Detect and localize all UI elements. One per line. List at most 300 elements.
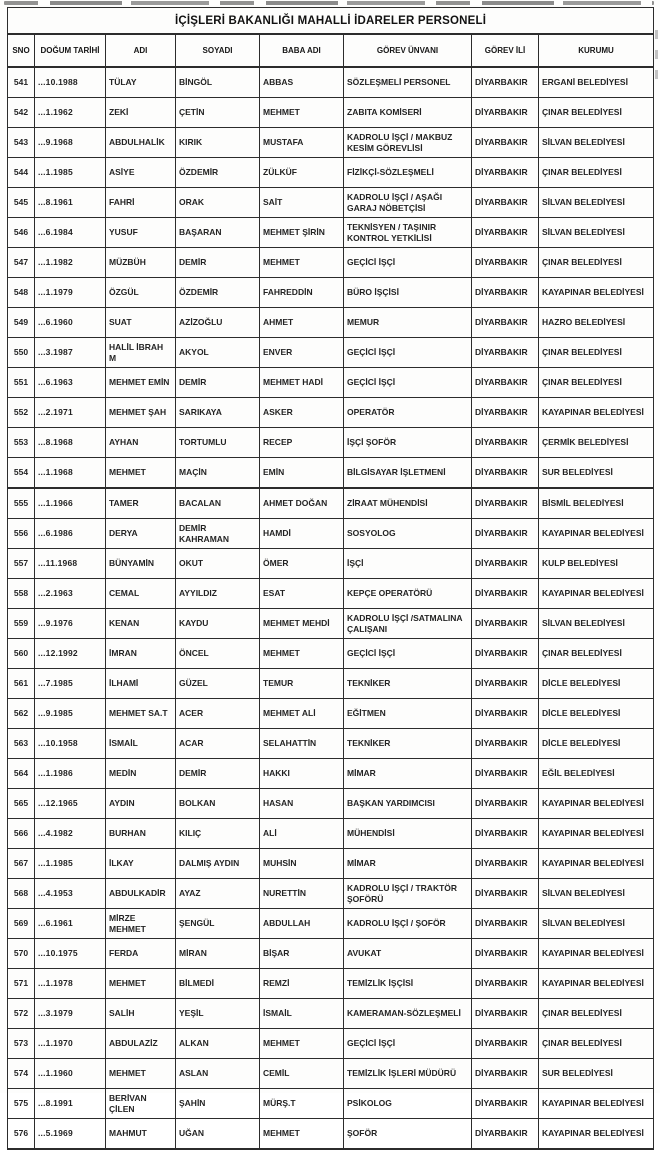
cell-kurumu: DİCLE BELEDİYESİ xyxy=(539,699,654,729)
cell-dogum-tarihi: ...1.1978 xyxy=(35,969,106,999)
cell-gorev-ili: DİYARBAKIR xyxy=(472,819,539,849)
cell-gorev-ili: DİYARBAKIR xyxy=(472,458,539,489)
cell-gorev-ili: DİYARBAKIR xyxy=(472,1119,539,1150)
cell-gorev-unvani: İŞÇİ xyxy=(344,549,472,579)
cell-soyadi: BACALAN xyxy=(176,488,260,519)
cell-dogum-tarihi: ...6.1984 xyxy=(35,218,106,248)
cell-sno: 575 xyxy=(8,1089,35,1119)
cell-kurumu: ÇERMİK BELEDİYESİ xyxy=(539,428,654,458)
cell-kurumu: ÇINAR BELEDİYESİ xyxy=(539,158,654,188)
cell-gorev-unvani: ŞOFÖR xyxy=(344,1119,472,1150)
cell-baba-adi: MEHMET HADİ xyxy=(260,368,344,398)
cell-gorev-unvani: KADROLU İŞÇİ / MAKBUZ KESİM GÖREVLİSİ xyxy=(344,128,472,158)
cell-gorev-ili: DİYARBAKIR xyxy=(472,398,539,428)
cell-adi: AYHAN xyxy=(106,428,176,458)
cell-soyadi: ASLAN xyxy=(176,1059,260,1089)
cell-kurumu: KAYAPINAR BELEDİYESİ xyxy=(539,579,654,609)
cell-sno: 560 xyxy=(8,639,35,669)
cell-gorev-ili: DİYARBAKIR xyxy=(472,639,539,669)
cell-dogum-tarihi: ...1.1985 xyxy=(35,158,106,188)
cell-sno: 558 xyxy=(8,579,35,609)
cell-kurumu: KAYAPINAR BELEDİYESİ xyxy=(539,789,654,819)
cell-dogum-tarihi: ...1.1986 xyxy=(35,759,106,789)
cell-soyadi: ŞENGÜL xyxy=(176,909,260,939)
cell-gorev-unvani: SÖZLEŞMELİ PERSONEL xyxy=(344,67,472,98)
cell-gorev-unvani: GEÇİCİ İŞÇİ xyxy=(344,338,472,368)
cell-baba-adi: BİŞAR xyxy=(260,939,344,969)
table-body xyxy=(8,67,654,1149)
cell-adi: MEDİN xyxy=(106,759,176,789)
cell-kurumu: KAYAPINAR BELEDİYESİ xyxy=(539,1119,654,1150)
cell-soyadi: DEMİR xyxy=(176,368,260,398)
cell-kurumu: SİLVAN BELEDİYESİ xyxy=(539,909,654,939)
cell-kurumu: EĞİL BELEDİYESİ xyxy=(539,759,654,789)
cell-sno: 545 xyxy=(8,188,35,218)
cell-baba-adi: İSMAİL xyxy=(260,999,344,1029)
cell-baba-adi: HAKKI xyxy=(260,759,344,789)
cell-kurumu: KAYAPINAR BELEDİYESİ xyxy=(539,519,654,549)
cell-baba-adi: MEHMET MEHDİ xyxy=(260,609,344,639)
cell-gorev-unvani: PSİKOLOG xyxy=(344,1089,472,1119)
cell-kurumu: SUR BELEDİYESİ xyxy=(539,1059,654,1089)
cell-adi: AYDIN xyxy=(106,789,176,819)
cell-soyadi: DEMİR xyxy=(176,248,260,278)
cell-dogum-tarihi: ...4.1953 xyxy=(35,879,106,909)
cell-adi: TAMER xyxy=(106,488,176,519)
cell-sno: 572 xyxy=(8,999,35,1029)
column-header-row xyxy=(8,34,654,67)
cell-gorev-unvani: İŞÇİ ŞOFÖR xyxy=(344,428,472,458)
cell-adi: ABDULKADİR xyxy=(106,879,176,909)
cell-baba-adi: TEMUR xyxy=(260,669,344,699)
cell-kurumu: ÇINAR BELEDİYESİ xyxy=(539,248,654,278)
cell-soyadi: ÇETİN xyxy=(176,98,260,128)
cell-baba-adi: MEHMET xyxy=(260,639,344,669)
cell-gorev-unvani: ZİRAAT MÜHENDİSİ xyxy=(344,488,472,519)
table-row xyxy=(8,819,654,849)
cell-dogum-tarihi: ...1.1960 xyxy=(35,1059,106,1089)
cell-soyadi: BİNGÖL xyxy=(176,67,260,98)
cell-gorev-ili: DİYARBAKIR xyxy=(472,849,539,879)
cell-baba-adi: MUHSİN xyxy=(260,849,344,879)
cell-gorev-ili: DİYARBAKIR xyxy=(472,999,539,1029)
column-header-sno: SNO xyxy=(8,34,35,67)
cell-adi: İMRAN xyxy=(106,639,176,669)
cell-adi: BURHAN xyxy=(106,819,176,849)
table-row xyxy=(8,67,654,98)
column-header-baba-adi: BABA ADI xyxy=(260,34,344,67)
cell-adi: MEHMET EMİN xyxy=(106,368,176,398)
cell-sno: 542 xyxy=(8,98,35,128)
cell-sno: 551 xyxy=(8,368,35,398)
cell-dogum-tarihi: ...5.1969 xyxy=(35,1119,106,1150)
column-header-gorev-unvani: GÖREV ÜNVANI xyxy=(344,34,472,67)
cell-adi: MEHMET xyxy=(106,969,176,999)
cell-dogum-tarihi: ...1.1979 xyxy=(35,278,106,308)
cell-gorev-unvani: MİMAR xyxy=(344,849,472,879)
table-row xyxy=(8,278,654,308)
cell-dogum-tarihi: ...4.1982 xyxy=(35,819,106,849)
table-row xyxy=(8,218,654,248)
cell-gorev-ili: DİYARBAKIR xyxy=(472,579,539,609)
cell-dogum-tarihi: ...9.1968 xyxy=(35,128,106,158)
cell-kurumu: KAYAPINAR BELEDİYESİ xyxy=(539,819,654,849)
table-row xyxy=(8,549,654,579)
cell-gorev-ili: DİYARBAKIR xyxy=(472,128,539,158)
cell-soyadi: TORTUMLU xyxy=(176,428,260,458)
table-row xyxy=(8,639,654,669)
cell-baba-adi: MUSTAFA xyxy=(260,128,344,158)
table-row xyxy=(8,669,654,699)
cell-baba-adi: ÖMER xyxy=(260,549,344,579)
cell-gorev-ili: DİYARBAKIR xyxy=(472,488,539,519)
cell-kurumu: KULP BELEDİYESİ xyxy=(539,549,654,579)
cell-sno: 568 xyxy=(8,879,35,909)
cell-gorev-ili: DİYARBAKIR xyxy=(472,98,539,128)
table-row xyxy=(8,759,654,789)
table-row xyxy=(8,999,654,1029)
cell-gorev-ili: DİYARBAKIR xyxy=(472,549,539,579)
cell-gorev-ili: DİYARBAKIR xyxy=(472,519,539,549)
cell-sno: 563 xyxy=(8,729,35,759)
cell-adi: BÜNYAMİN xyxy=(106,549,176,579)
cell-soyadi: BİLMEDİ xyxy=(176,969,260,999)
cell-adi: ÖZGÜL xyxy=(106,278,176,308)
cell-dogum-tarihi: ...1.1966 xyxy=(35,488,106,519)
cell-adi: SALİH xyxy=(106,999,176,1029)
cell-gorev-ili: DİYARBAKIR xyxy=(472,428,539,458)
cell-adi: ZEKİ xyxy=(106,98,176,128)
cell-gorev-ili: DİYARBAKIR xyxy=(472,669,539,699)
column-header-soyadi: SOYADI xyxy=(176,34,260,67)
cell-gorev-unvani: KADROLU İŞÇİ /SATMALINA ÇALIŞANI xyxy=(344,609,472,639)
cell-gorev-ili: DİYARBAKIR xyxy=(472,909,539,939)
cell-dogum-tarihi: ...8.1968 xyxy=(35,428,106,458)
cell-baba-adi: MEHMET ŞİRİN xyxy=(260,218,344,248)
cell-soyadi: DALMIŞ AYDIN xyxy=(176,849,260,879)
cell-dogum-tarihi: ...3.1979 xyxy=(35,999,106,1029)
table-row xyxy=(8,729,654,759)
cell-baba-adi: MEHMET xyxy=(260,1029,344,1059)
column-header-gorev-ili: GÖREV İLİ xyxy=(472,34,539,67)
cell-baba-adi: HASAN xyxy=(260,789,344,819)
cell-soyadi: ŞAHİN xyxy=(176,1089,260,1119)
cell-soyadi: MİRAN xyxy=(176,939,260,969)
cell-adi: HALİL İBRAH M xyxy=(106,338,176,368)
cell-baba-adi: ASKER xyxy=(260,398,344,428)
cell-gorev-ili: DİYARBAKIR xyxy=(472,789,539,819)
table-row xyxy=(8,458,654,489)
cell-dogum-tarihi: ...2.1963 xyxy=(35,579,106,609)
cell-gorev-ili: DİYARBAKIR xyxy=(472,158,539,188)
cell-gorev-unvani: MÜHENDİSİ xyxy=(344,819,472,849)
cell-kurumu: ERGANİ BELEDİYESİ xyxy=(539,67,654,98)
table-row xyxy=(8,158,654,188)
cell-gorev-ili: DİYARBAKIR xyxy=(472,67,539,98)
cell-adi: FAHRİ xyxy=(106,188,176,218)
cell-baba-adi: MEHMET xyxy=(260,248,344,278)
cell-kurumu: KAYAPINAR BELEDİYESİ xyxy=(539,849,654,879)
cell-baba-adi: MEHMET ALİ xyxy=(260,699,344,729)
cell-adi: İLKAY xyxy=(106,849,176,879)
cell-adi: SUAT xyxy=(106,308,176,338)
cell-gorev-ili: DİYARBAKIR xyxy=(472,188,539,218)
cell-dogum-tarihi: ...10.1958 xyxy=(35,729,106,759)
cell-sno: 576 xyxy=(8,1119,35,1150)
cell-adi: MEHMET ŞAH xyxy=(106,398,176,428)
cell-baba-adi: ALİ xyxy=(260,819,344,849)
cell-sno: 552 xyxy=(8,398,35,428)
cell-adi: CEMAL xyxy=(106,579,176,609)
table-row xyxy=(8,609,654,639)
cell-kurumu: KAYAPINAR BELEDİYESİ xyxy=(539,939,654,969)
cell-sno: 555 xyxy=(8,488,35,519)
cell-gorev-ili: DİYARBAKIR xyxy=(472,729,539,759)
cell-soyadi: ALKAN xyxy=(176,1029,260,1059)
cell-sno: 573 xyxy=(8,1029,35,1059)
cell-soyadi: AYAZ xyxy=(176,879,260,909)
cell-dogum-tarihi: ...11.1968 xyxy=(35,549,106,579)
cell-dogum-tarihi: ...10.1975 xyxy=(35,939,106,969)
cell-dogum-tarihi: ...3.1987 xyxy=(35,338,106,368)
cell-gorev-unvani: TEKNİSYEN / TAŞINIR KONTROL YETKİLİSİ xyxy=(344,218,472,248)
cell-kurumu: SİLVAN BELEDİYESİ xyxy=(539,609,654,639)
cell-soyadi: AKYOL xyxy=(176,338,260,368)
cell-gorev-ili: DİYARBAKIR xyxy=(472,338,539,368)
cell-kurumu: SUR BELEDİYESİ xyxy=(539,458,654,489)
cell-sno: 547 xyxy=(8,248,35,278)
cell-soyadi: ÖNCEL xyxy=(176,639,260,669)
cell-gorev-unvani: GEÇİCİ İŞÇİ xyxy=(344,368,472,398)
cell-baba-adi: HAMDİ xyxy=(260,519,344,549)
table-row xyxy=(8,368,654,398)
column-header-adi: ADI xyxy=(106,34,176,67)
cell-adi: BERİVAN ÇİLEN xyxy=(106,1089,176,1119)
cell-gorev-unvani: BÜRO İŞÇİSİ xyxy=(344,278,472,308)
table-row xyxy=(8,338,654,368)
table-row xyxy=(8,128,654,158)
cell-baba-adi: AHMET xyxy=(260,308,344,338)
cell-kurumu: ÇINAR BELEDİYESİ xyxy=(539,1029,654,1059)
column-header-dogum-tarihi: DOĞUM TARİHİ xyxy=(35,34,106,67)
cell-adi: ABDULAZİZ xyxy=(106,1029,176,1059)
cell-dogum-tarihi: ...8.1991 xyxy=(35,1089,106,1119)
cell-kurumu: KAYAPINAR BELEDİYESİ xyxy=(539,1089,654,1119)
cell-sno: 548 xyxy=(8,278,35,308)
cell-baba-adi: MEHMET xyxy=(260,1119,344,1150)
cell-kurumu: SİLVAN BELEDİYESİ xyxy=(539,188,654,218)
cell-gorev-unvani: GEÇİCİ İŞÇİ xyxy=(344,248,472,278)
table-row xyxy=(8,789,654,819)
cell-adi: KENAN xyxy=(106,609,176,639)
cell-gorev-ili: DİYARBAKIR xyxy=(472,308,539,338)
cell-gorev-unvani: TEKNİKER xyxy=(344,729,472,759)
cell-adi: DERYA xyxy=(106,519,176,549)
cell-soyadi: UĞAN xyxy=(176,1119,260,1150)
cell-gorev-unvani: FİZİKÇİ-SÖZLEŞMELİ xyxy=(344,158,472,188)
cell-baba-adi: MÜRŞ.T xyxy=(260,1089,344,1119)
cell-kurumu: ÇINAR BELEDİYESİ xyxy=(539,999,654,1029)
cell-adi: MAHMUT xyxy=(106,1119,176,1150)
cell-sno: 564 xyxy=(8,759,35,789)
cell-gorev-unvani: TEMİZLİK İŞÇİSİ xyxy=(344,969,472,999)
cell-soyadi: BAŞARAN xyxy=(176,218,260,248)
cell-gorev-ili: DİYARBAKIR xyxy=(472,699,539,729)
cell-gorev-unvani: TEMİZLİK İŞLERİ MÜDÜRÜ xyxy=(344,1059,472,1089)
cell-gorev-unvani: AVUKAT xyxy=(344,939,472,969)
cell-gorev-ili: DİYARBAKIR xyxy=(472,609,539,639)
cell-baba-adi: MEHMET xyxy=(260,98,344,128)
cell-sno: 571 xyxy=(8,969,35,999)
cell-soyadi: ACER xyxy=(176,699,260,729)
table-row xyxy=(8,1029,654,1059)
cell-dogum-tarihi: ...1.1982 xyxy=(35,248,106,278)
table-row xyxy=(8,579,654,609)
table-row xyxy=(8,1089,654,1119)
cell-gorev-ili: DİYARBAKIR xyxy=(472,939,539,969)
cell-baba-adi: ABDULLAH xyxy=(260,909,344,939)
cell-sno: 562 xyxy=(8,699,35,729)
cell-gorev-ili: DİYARBAKIR xyxy=(472,218,539,248)
cell-kurumu: SİLVAN BELEDİYESİ xyxy=(539,218,654,248)
cell-sno: 569 xyxy=(8,909,35,939)
cell-baba-adi: ABBAS xyxy=(260,67,344,98)
cell-gorev-ili: DİYARBAKIR xyxy=(472,248,539,278)
cell-gorev-unvani: KAMERAMAN-SÖZLEŞMELİ xyxy=(344,999,472,1029)
cell-kurumu: HAZRO BELEDİYESİ xyxy=(539,308,654,338)
cell-soyadi: SARIKAYA xyxy=(176,398,260,428)
cell-adi: İSMAİL xyxy=(106,729,176,759)
cell-soyadi: GÜZEL xyxy=(176,669,260,699)
cell-gorev-ili: DİYARBAKIR xyxy=(472,969,539,999)
cell-soyadi: KIRIK xyxy=(176,128,260,158)
cell-kurumu: KAYAPINAR BELEDİYESİ xyxy=(539,398,654,428)
table-row xyxy=(8,308,654,338)
cell-soyadi: YEŞİL xyxy=(176,999,260,1029)
cell-baba-adi: NURETTİN xyxy=(260,879,344,909)
table-row xyxy=(8,699,654,729)
cell-sno: 556 xyxy=(8,519,35,549)
table-row xyxy=(8,428,654,458)
cell-soyadi: BOLKAN xyxy=(176,789,260,819)
cell-dogum-tarihi: ...6.1986 xyxy=(35,519,106,549)
cell-soyadi: ORAK xyxy=(176,188,260,218)
table-row xyxy=(8,1059,654,1089)
cell-kurumu: ÇINAR BELEDİYESİ xyxy=(539,98,654,128)
personnel-table xyxy=(7,7,654,1150)
cell-kurumu: SİLVAN BELEDİYESİ xyxy=(539,879,654,909)
cell-dogum-tarihi: ...10.1988 xyxy=(35,67,106,98)
cell-gorev-ili: DİYARBAKIR xyxy=(472,1029,539,1059)
cell-gorev-unvani: SOSYOLOG xyxy=(344,519,472,549)
cell-gorev-unvani: OPERATÖR xyxy=(344,398,472,428)
cell-adi: MÜZBÜH xyxy=(106,248,176,278)
cell-gorev-unvani: KEPÇE OPERATÖRÜ xyxy=(344,579,472,609)
cell-dogum-tarihi: ...9.1976 xyxy=(35,609,106,639)
cell-gorev-ili: DİYARBAKIR xyxy=(472,1089,539,1119)
cell-adi: İLHAMİ xyxy=(106,669,176,699)
table-row xyxy=(8,939,654,969)
scan-artifact-top xyxy=(4,1,654,5)
cell-baba-adi: REMZİ xyxy=(260,969,344,999)
cell-gorev-unvani: MİMAR xyxy=(344,759,472,789)
cell-kurumu: ÇINAR BELEDİYESİ xyxy=(539,368,654,398)
cell-kurumu: DİCLE BELEDİYESİ xyxy=(539,669,654,699)
cell-sno: 567 xyxy=(8,849,35,879)
cell-sno: 543 xyxy=(8,128,35,158)
cell-soyadi: ÖZDEMİR xyxy=(176,278,260,308)
cell-baba-adi: SELAHATTİN xyxy=(260,729,344,759)
table-row xyxy=(8,488,654,519)
cell-sno: 549 xyxy=(8,308,35,338)
table-row xyxy=(8,398,654,428)
cell-sno: 559 xyxy=(8,609,35,639)
cell-gorev-ili: DİYARBAKIR xyxy=(472,368,539,398)
cell-dogum-tarihi: ...7.1985 xyxy=(35,669,106,699)
table-row xyxy=(8,879,654,909)
cell-sno: 561 xyxy=(8,669,35,699)
cell-kurumu: KAYAPINAR BELEDİYESİ xyxy=(539,969,654,999)
table-row xyxy=(8,188,654,218)
cell-adi: MEHMET xyxy=(106,1059,176,1089)
table-row xyxy=(8,1119,654,1150)
cell-adi: MEHMET xyxy=(106,458,176,489)
cell-dogum-tarihi: ...6.1963 xyxy=(35,368,106,398)
table-row xyxy=(8,909,654,939)
cell-baba-adi: ENVER xyxy=(260,338,344,368)
cell-baba-adi: RECEP xyxy=(260,428,344,458)
column-header-kurumu: KURUMU xyxy=(539,34,654,67)
cell-sno: 554 xyxy=(8,458,35,489)
cell-baba-adi: ESAT xyxy=(260,579,344,609)
cell-dogum-tarihi: ...12.1992 xyxy=(35,639,106,669)
cell-dogum-tarihi: ...9.1985 xyxy=(35,699,106,729)
cell-gorev-unvani: GEÇİCİ İŞÇİ xyxy=(344,639,472,669)
cell-kurumu: KAYAPINAR BELEDİYESİ xyxy=(539,278,654,308)
cell-baba-adi: SAİT xyxy=(260,188,344,218)
cell-dogum-tarihi: ...6.1960 xyxy=(35,308,106,338)
cell-soyadi: MAÇİN xyxy=(176,458,260,489)
cell-sno: 553 xyxy=(8,428,35,458)
cell-gorev-unvani: MEMUR xyxy=(344,308,472,338)
cell-gorev-ili: DİYARBAKIR xyxy=(472,879,539,909)
cell-dogum-tarihi: ...12.1965 xyxy=(35,789,106,819)
cell-dogum-tarihi: ...1.1970 xyxy=(35,1029,106,1059)
cell-soyadi: AZİZOĞLU xyxy=(176,308,260,338)
cell-dogum-tarihi: ...1.1968 xyxy=(35,458,106,489)
title-row xyxy=(8,8,654,35)
cell-adi: FERDA xyxy=(106,939,176,969)
cell-gorev-unvani: KADROLU İŞÇİ / TRAKTÖR ŞOFÖRÜ xyxy=(344,879,472,909)
cell-dogum-tarihi: ...1.1962 xyxy=(35,98,106,128)
page-title: İÇİŞLERİ BAKANLIĞI MAHALLİ İDARELER PERSONELİ xyxy=(8,8,654,35)
cell-kurumu: DİCLE BELEDİYESİ xyxy=(539,729,654,759)
cell-baba-adi: FAHREDDİN xyxy=(260,278,344,308)
cell-sno: 566 xyxy=(8,819,35,849)
cell-gorev-unvani: EĞİTMEN xyxy=(344,699,472,729)
cell-gorev-unvani: BİLGİSAYAR İŞLETMENİ xyxy=(344,458,472,489)
table-row xyxy=(8,969,654,999)
cell-dogum-tarihi: ...6.1961 xyxy=(35,909,106,939)
cell-soyadi: ÖZDEMİR xyxy=(176,158,260,188)
table-row xyxy=(8,849,654,879)
cell-baba-adi: CEMİL xyxy=(260,1059,344,1089)
scan-artifact-right xyxy=(655,30,658,90)
cell-baba-adi: AHMET DOĞAN xyxy=(260,488,344,519)
cell-gorev-ili: DİYARBAKIR xyxy=(472,759,539,789)
cell-gorev-unvani: TEKNİKER xyxy=(344,669,472,699)
cell-baba-adi: ZÜLKÜF xyxy=(260,158,344,188)
